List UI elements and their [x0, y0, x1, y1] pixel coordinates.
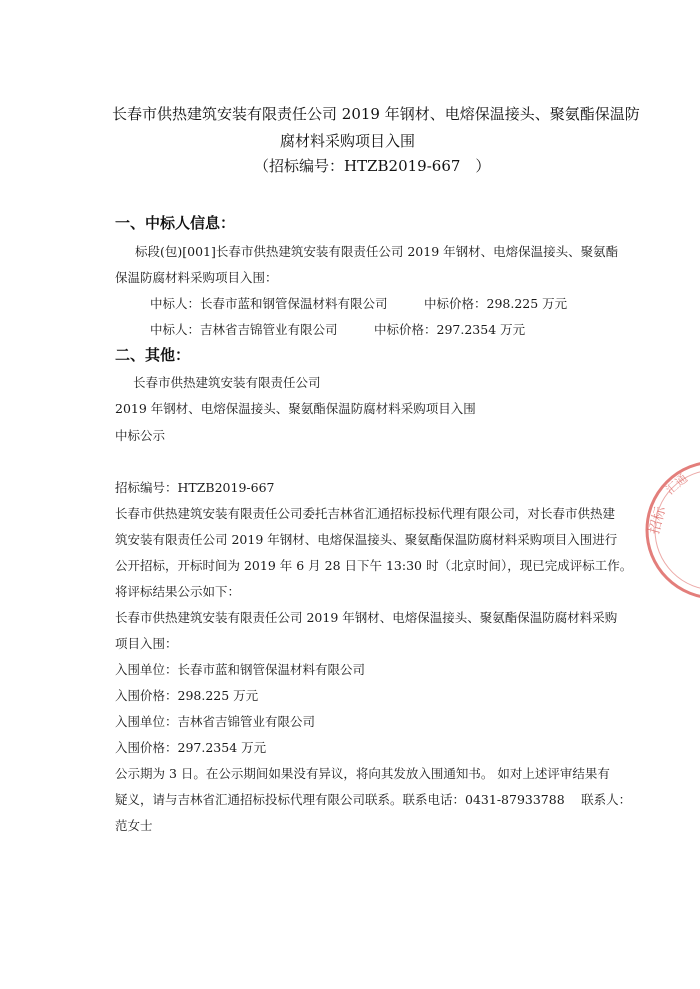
lot-intro-line-1: 标段(包)[001]长春市供热建筑安装有限责任公司 2019 年钢材、电熔保温接头、聚氨酯	[135, 244, 619, 259]
doc-title-line-1: 长春市供热建筑安装有限责任公司 2019 年钢材、电熔保温接头、聚氨酯保温防	[112, 105, 640, 123]
body-line: 入围单位：长春市蓝和钢管保温材料有限公司	[115, 662, 366, 677]
other-line-2: 2019 年钢材、电熔保温接头、聚氨酯保温防腐材料采购项目入围	[115, 401, 476, 416]
body-line: 入围价格：298.225 万元	[115, 688, 259, 703]
other-line-3: 中标公示	[115, 428, 166, 443]
winner-1-name: 中标人：长春市蓝和钢管保温材料有限公司	[150, 296, 388, 311]
body-line: 入围单位：吉林省吉锦管业有限公司	[115, 714, 316, 729]
winner-2-name: 中标人：吉林省吉锦管业有限公司	[150, 322, 338, 337]
tender-number-heading: （招标编号：HTZB2019-667 ）	[254, 157, 491, 175]
body-line: 公示期为 3 日。在公示期间如果没有异议，将向其发放入围通知书。 如对上述评审结果有	[115, 766, 610, 781]
svg-text:招标: 招标	[646, 504, 670, 537]
body-line: 长春市供热建筑安装有限责任公司 2019 年钢材、电熔保温接头、聚氨酯保温防腐材料采购	[115, 610, 618, 625]
body-line: 疑义，请与吉林省汇通招标投标代理有限公司联系。联系电话：0431-87933788 联系人：	[115, 792, 632, 807]
body-line: 范女士	[115, 818, 153, 833]
body-line: 入围价格：297.2354 万元	[115, 740, 267, 755]
body-line: 将评标结果公示如下：	[115, 584, 241, 599]
doc-title-line-2: 腐材料采购项目入围	[280, 132, 416, 150]
winner-1-price: 中标价格：298.225 万元	[424, 296, 568, 311]
company-seal-stamp	[640, 455, 700, 605]
body-line: 公开招标，开标时间为 2019 年 6 月 28 日下午 13:30 时（北京时间），现已完成评标工作。	[115, 558, 633, 573]
body-line: 招标编号：HTZB2019-667	[115, 480, 275, 495]
body-line: 筑安装有限责任公司 2019 年钢材、电熔保温接头、聚氨酯保温防腐材料采购项目入围进行	[115, 532, 618, 547]
other-line-1: 长春市供热建筑安装有限责任公司	[133, 375, 321, 390]
section-heading-other: 二、其他：	[115, 346, 191, 364]
section-heading-winner-info: 一、中标人信息：	[115, 214, 236, 232]
winner-2-price: 中标价格：297.2354 万元	[374, 322, 526, 337]
svg-text:汇通: 汇通	[662, 471, 691, 498]
body-line: 项目入围：	[115, 636, 178, 651]
body-line: 长春市供热建筑安装有限责任公司委托吉林省汇通招标投标代理有限公司，对长春市供热建	[115, 506, 616, 521]
lot-intro-line-2: 保温防腐材料采购项目入围：	[115, 270, 278, 285]
